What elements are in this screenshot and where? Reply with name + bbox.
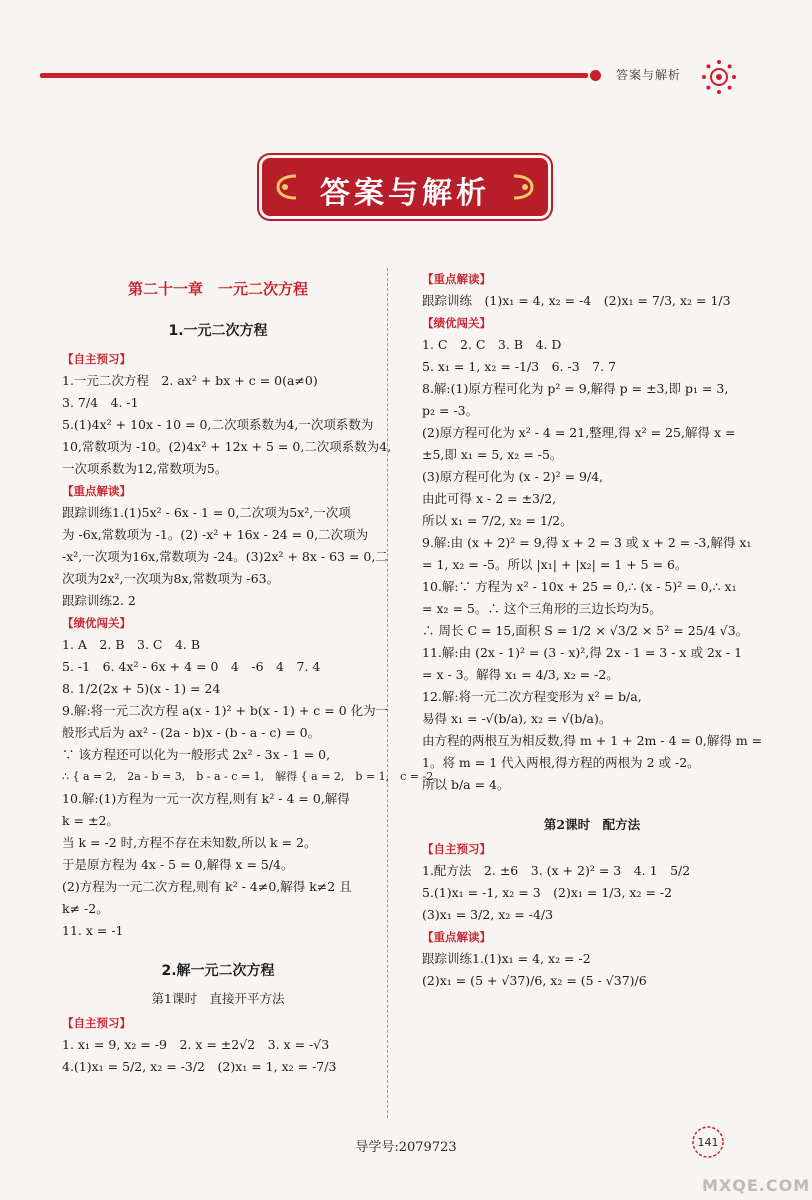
answer-line: 1。将 m = 1 代入两根,得方程的两根为 2 或 -2。: [422, 755, 700, 770]
answer-line: ∴ { a = 2, 2a - b = 3, b - a - c = 1, 解得 { a = 2, b = 1, c = -2。: [62, 770, 445, 783]
answer-line: 3. 7/4 4. -1: [62, 395, 139, 410]
chapter-title: 第二十一章 一元二次方程: [127, 280, 308, 298]
answer-line: 5.(1)4x² + 10x - 10 = 0,二次项系数为4,一次项系数为: [62, 417, 374, 432]
answer-line: = 1, x₂ = -5。所以 |x₁| + |x₂| = 1 + 5 = 6。: [422, 557, 688, 572]
answer-line: ∴ 周长 C = 15,面积 S = 1/2 × √3/2 × 5² = 25/4 √3。: [422, 623, 749, 638]
answer-line: (3)x₁ = 3/2, x₂ = -4/3: [422, 907, 554, 922]
answer-line: 跟踪训练1.(1)x₁ = 4, x₂ = -2: [422, 951, 591, 966]
section-tag: 【自主预习】: [62, 1016, 131, 1030]
answer-line: 由方程的两根互为相反数,得 m + 1 + 2m - 4 = 0,解得 m =: [422, 733, 763, 748]
answer-line: 5. x₁ = 1, x₂ = -1/3 6. -3 7. 7: [422, 359, 617, 374]
answer-line: 1. x₁ = 9, x₂ = -9 2. x = ±2√2 3. x = -√3: [62, 1037, 330, 1052]
answer-line: 9.解:将一元二次方程 a(x - 1)² + b(x - 1) + c = 0 化为一: [62, 703, 389, 718]
header-rule: [40, 73, 588, 78]
header-label: 答案与解析: [616, 68, 682, 82]
answer-line: 由此可得 x - 2 = ±3/2,: [422, 491, 557, 506]
lesson-title: 第1课时 直接开平方法: [151, 991, 285, 1006]
answer-line: (3)原方程可化为 (x - 2)² = 9/4,: [422, 469, 604, 484]
answer-line: 10.解:(1)方程为一元一次方程,则有 k² - 4 = 0,解得: [62, 791, 350, 806]
scroll-ornament-icon: [510, 172, 538, 202]
left-column: [62, 268, 445, 1078]
answer-line: 10,常数项为 -10。(2)4x² + 12x + 5 = 0,二次项系数为4,: [62, 439, 392, 454]
sun-logo-icon: [700, 58, 738, 96]
answer-line: 1.配方法 2. ±6 3. (x + 2)² = 3 4. 1 5/2: [422, 863, 691, 878]
page-number: 141: [697, 1136, 719, 1149]
title-banner: [262, 158, 548, 216]
answer-line: 11. x = -1: [62, 923, 124, 938]
answer-line: 易得 x₁ = -√(b/a), x₂ = √(b/a)。: [422, 711, 612, 726]
answer-line: k = ±2。: [62, 813, 119, 828]
answer-line: 1. C 2. C 3. B 4. D: [422, 337, 562, 352]
section-title: 2.解一元二次方程: [161, 963, 275, 979]
answer-line: -x²,一次项为16x,常数项为 -24。(3)2x² + 8x - 63 = 0,二: [62, 549, 388, 564]
answer-line: 10.解:∵ 方程为 x² - 10x + 25 = 0,∴ (x - 5)² = 0,∴ x₁: [422, 579, 737, 594]
answer-line: = x - 3。解得 x₁ = 4/3, x₂ = -2。: [422, 667, 619, 682]
banner-title: 答案与解析: [320, 176, 490, 211]
lesson-title: 第2课时 配方法: [543, 817, 641, 832]
answer-line: ∵ 该方程还可以化为一般形式 2x² - 3x - 1 = 0,: [62, 747, 331, 762]
section-tag: 【重点解读】: [422, 272, 491, 286]
section-tag: 【绩优闯关】: [62, 616, 131, 630]
answer-line: 8.解:(1)原方程可化为 p² = 9,解得 p = ±3,即 p₁ = 3,: [422, 381, 729, 396]
answer-line: 跟踪训练2. 2: [62, 593, 136, 608]
answer-line: (2)x₁ = (5 + √37)/6, x₂ = (5 - √37)/6: [422, 973, 647, 988]
section-title: 1.一元二次方程: [168, 323, 268, 339]
answer-line: (2)原方程可化为 x² - 4 = 21,整理,得 x² = 25,解得 x =: [422, 425, 736, 440]
section-tag: 【重点解读】: [422, 930, 491, 944]
answer-line: 次项为2x²,一次项为8x,常数项为 -63。: [62, 571, 280, 586]
answer-line: 一次项系数为12,常数项为5。: [62, 461, 228, 476]
answer-line: 8. 1/2(2x + 5)(x - 1) = 24: [62, 681, 221, 696]
guide-number: 导学号:2079723: [355, 1140, 457, 1155]
answer-line: k≠ -2。: [62, 901, 109, 916]
column-divider: [387, 268, 388, 1118]
answer-line: 当 k = -2 时,方程不存在未知数,所以 k = 2。: [62, 835, 317, 850]
answer-line: 所以 b/a = 4。: [422, 777, 510, 792]
answer-line: 跟踪训练1.(1)5x² - 6x - 1 = 0,二次项为5x²,一次项: [62, 505, 351, 520]
answer-line: 5. -1 6. 4x² - 6x + 4 = 0 4 -6 4 7. 4: [62, 659, 321, 674]
answer-line: 12.解:将一元二次方程变形为 x² = b/a,: [422, 689, 642, 704]
answer-line: = x₂ = 5。∴ 这个三角形的三边长均为5。: [422, 601, 662, 616]
answer-line: 9.解:由 (x + 2)² = 9,得 x + 2 = 3 或 x + 2 = -3,解得 x₁: [422, 535, 752, 550]
answer-line: 于是原方程为 4x - 5 = 0,解得 x = 5/4。: [62, 857, 294, 872]
section-tag: 【自主预习】: [62, 352, 131, 366]
header-dot: [590, 70, 601, 81]
answer-line: 般形式后为 ax² - (2a - b)x - (b - a - c) = 0。: [62, 725, 321, 740]
answer-line: 为 -6x,常数项为 -1。(2) -x² + 16x - 24 = 0,二次项为: [62, 527, 369, 542]
answer-line: 1.一元二次方程 2. ax² + bx + c = 0(a≠0): [62, 373, 318, 388]
answer-line: p₂ = -3。: [422, 403, 479, 418]
answer-line: 11.解:由 (2x - 1)² = (3 - x)²,得 2x - 1 = 3 - x 或 2x - 1: [422, 645, 743, 660]
answer-line: 5.(1)x₁ = -1, x₂ = 3 (2)x₁ = 1/3, x₂ = -2: [422, 885, 673, 900]
section-tag: 【重点解读】: [62, 484, 131, 498]
answer-line: 所以 x₁ = 7/2, x₂ = 1/2。: [422, 513, 573, 528]
right-column: [422, 268, 762, 992]
section-tag: 【绩优闯关】: [422, 316, 491, 330]
answer-line: ±5,即 x₁ = 5, x₂ = -5。: [422, 447, 563, 462]
watermark: MXQE.COM: [702, 1176, 811, 1195]
page-number-badge: [690, 1124, 726, 1160]
answer-line: 1. A 2. B 3. C 4. B: [62, 637, 201, 652]
answer-line: 跟踪训练 (1)x₁ = 4, x₂ = -4 (2)x₁ = 7/3, x₂ = 1/3: [422, 293, 731, 308]
answer-line: (2)方程为一元二次方程,则有 k² - 4≠0,解得 k≠2 且: [62, 879, 352, 894]
section-tag: 【自主预习】: [422, 842, 491, 856]
answer-line: 4.(1)x₁ = 5/2, x₂ = -3/2 (2)x₁ = 1, x₂ = -7/3: [62, 1059, 337, 1074]
